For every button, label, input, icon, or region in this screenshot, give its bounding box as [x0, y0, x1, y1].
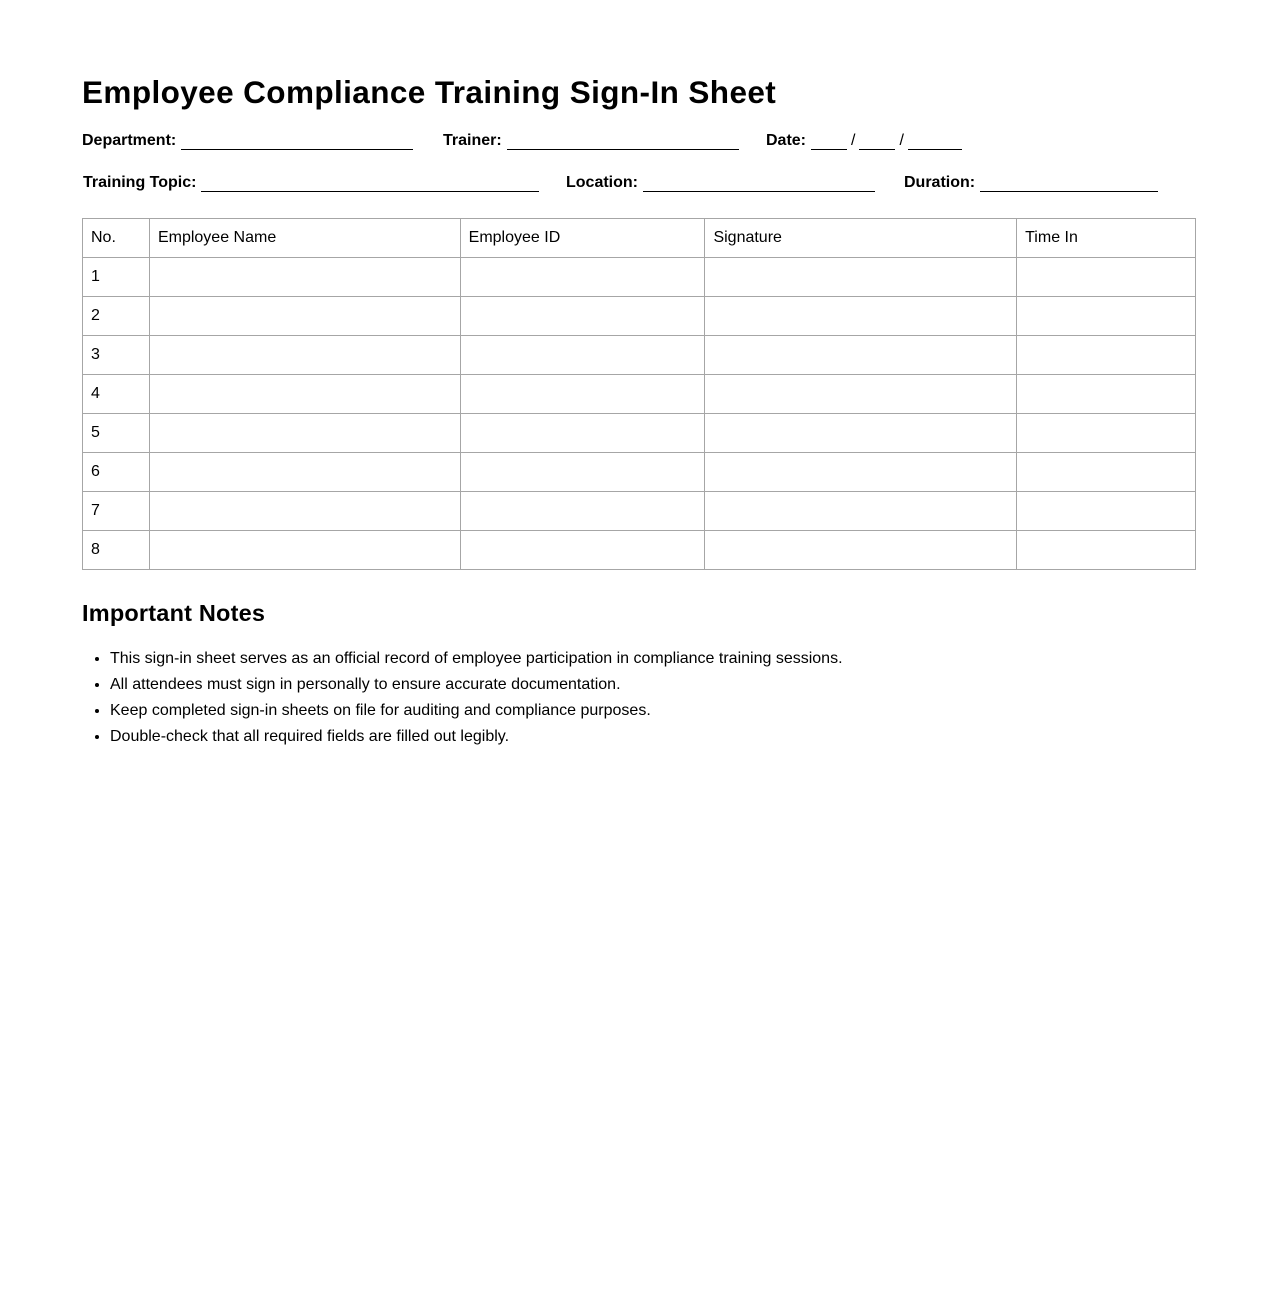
column-header-time-in: Time In [1017, 219, 1196, 258]
date-field [766, 132, 962, 150]
date-separator: / [899, 132, 904, 149]
location-label: Location: [566, 174, 638, 191]
row-number: 1 [83, 258, 150, 297]
time-in-cell[interactable] [1017, 453, 1196, 492]
employee-name-cell[interactable] [149, 375, 460, 414]
column-header-employee-name: Employee Name [149, 219, 460, 258]
row-number: 7 [83, 492, 150, 531]
duration-field [904, 174, 1158, 192]
row-number: 3 [83, 336, 150, 375]
notes-heading: Important Notes [82, 600, 266, 626]
trainer-blank[interactable] [507, 133, 739, 150]
list-item: • Double-check that all required fields are filled out legibly. [110, 724, 843, 750]
page-title: Employee Compliance Training Sign-In Sheet [82, 74, 777, 110]
signature-cell[interactable] [705, 297, 1017, 336]
table-row [83, 531, 1196, 570]
signature-cell[interactable] [705, 492, 1017, 531]
training-topic-blank[interactable] [201, 175, 539, 192]
date-year-blank[interactable] [908, 133, 962, 150]
date-label: Date: [766, 132, 807, 149]
department-blank[interactable] [181, 133, 413, 150]
employee-id-cell[interactable] [460, 375, 705, 414]
location-blank[interactable] [643, 175, 875, 192]
column-header-signature: Signature [705, 219, 1017, 258]
time-in-cell[interactable] [1017, 258, 1196, 297]
row-number: 6 [83, 453, 150, 492]
employee-name-cell[interactable] [149, 297, 460, 336]
employee-id-cell[interactable] [460, 531, 705, 570]
row-number: 2 [83, 297, 150, 336]
sign-in-table [82, 218, 1196, 570]
time-in-cell[interactable] [1017, 297, 1196, 336]
employee-name-cell[interactable] [149, 414, 460, 453]
date-month-blank[interactable] [811, 133, 847, 150]
employee-id-cell[interactable] [460, 297, 705, 336]
employee-name-cell[interactable] [149, 336, 460, 375]
department-label: Department: [82, 132, 177, 149]
table-row [83, 297, 1196, 336]
table-header-row [83, 219, 1196, 258]
department-field [82, 132, 413, 150]
employee-name-cell[interactable] [149, 258, 460, 297]
list-item: • This sign-in sheet serves as an official record of employee participation in compliance training sessions. [110, 646, 843, 672]
employee-id-cell[interactable] [460, 336, 705, 375]
employee-id-cell[interactable] [460, 414, 705, 453]
employee-name-cell[interactable] [149, 531, 460, 570]
time-in-cell[interactable] [1017, 336, 1196, 375]
table-row [83, 336, 1196, 375]
employee-id-cell[interactable] [460, 492, 705, 531]
signature-cell[interactable] [705, 336, 1017, 375]
list-item: • All attendees must sign in personally to ensure accurate documentation. [110, 672, 843, 698]
employee-id-cell[interactable] [460, 453, 705, 492]
signature-cell[interactable] [705, 531, 1017, 570]
row-number: 5 [83, 414, 150, 453]
time-in-cell[interactable] [1017, 531, 1196, 570]
trainer-field [443, 132, 739, 150]
duration-blank[interactable] [980, 175, 1158, 192]
list-item: • Keep completed sign-in sheets on file for auditing and compliance purposes. [110, 698, 843, 724]
notes-list [82, 646, 843, 750]
table-row [83, 258, 1196, 297]
signature-cell[interactable] [705, 258, 1017, 297]
table-row [83, 414, 1196, 453]
employee-name-cell[interactable] [149, 453, 460, 492]
signature-cell[interactable] [705, 414, 1017, 453]
time-in-cell[interactable] [1017, 414, 1196, 453]
signature-cell[interactable] [705, 453, 1017, 492]
date-separator: / [851, 132, 856, 149]
time-in-cell[interactable] [1017, 492, 1196, 531]
row-number: 4 [83, 375, 150, 414]
training-topic-label: Training Topic: [83, 174, 197, 191]
trainer-label: Trainer: [443, 132, 502, 149]
time-in-cell[interactable] [1017, 375, 1196, 414]
table-row [83, 375, 1196, 414]
table-row [83, 453, 1196, 492]
employee-name-cell[interactable] [149, 492, 460, 531]
column-header-no: No. [83, 219, 150, 258]
date-day-blank[interactable] [859, 133, 895, 150]
row-number: 8 [83, 531, 150, 570]
table-row [83, 492, 1196, 531]
signature-cell[interactable] [705, 375, 1017, 414]
column-header-employee-id: Employee ID [460, 219, 705, 258]
employee-id-cell[interactable] [460, 258, 705, 297]
duration-label: Duration: [904, 174, 976, 191]
training-topic-field [83, 174, 539, 192]
location-field [566, 174, 875, 192]
